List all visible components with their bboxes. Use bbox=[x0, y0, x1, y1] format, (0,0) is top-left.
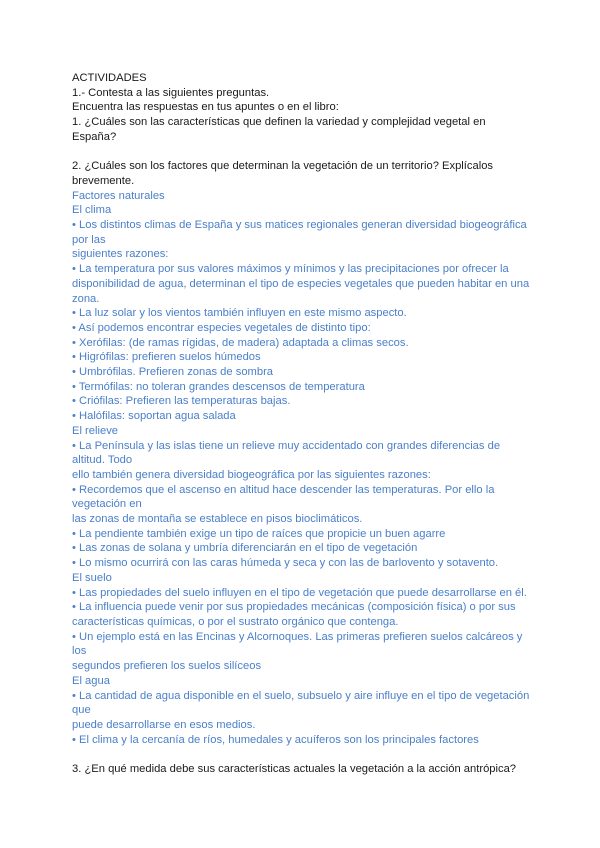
answer-line: El agua bbox=[72, 674, 110, 687]
question-2: 2. ¿Cuáles son los factores que determinan la vegetación de un territorio? Explícalos bbox=[72, 160, 494, 173]
heading: ACTIVIDADES bbox=[72, 72, 147, 84]
spacer bbox=[72, 145, 532, 160]
answer-line: • La luz solar y los vientos también influyen en este mismo aspecto. bbox=[72, 307, 407, 320]
answer-line: • Un ejemplo está en las Encinas y Alcornoques. Las primeras prefieren suelos calcáreos y bbox=[72, 630, 523, 643]
answer-line: • La temperatura por sus valores máximos y mínimos y las precipitaciones por ofrecer la bbox=[72, 263, 509, 276]
answer-line: • Termófilas: no toleran grandes descensos de temperatura bbox=[72, 380, 365, 393]
answer-line: El suelo bbox=[72, 571, 112, 584]
intro-line: Encuentra las respuestas en tus apuntes o en el libro: bbox=[72, 101, 339, 114]
answer-line: El relieve bbox=[72, 424, 119, 437]
answer-line: las zonas de montaña se establece en pisos bioclimáticos. bbox=[72, 513, 363, 526]
answer-line: • Halófilas: soportan agua salada bbox=[72, 410, 236, 423]
answer-line: El clima bbox=[72, 204, 112, 217]
answer-line: los bbox=[72, 645, 87, 658]
answer-line: • La cantidad de agua disponible en el suelo, subsuelo y aire influye en el tipo de vegetación bbox=[72, 689, 530, 702]
answer-line: por las bbox=[72, 233, 106, 246]
answer-line: zona. bbox=[72, 292, 100, 305]
answer-line: • Así podemos encontrar especies vegetales de distinto tipo: bbox=[72, 321, 371, 334]
spacer bbox=[72, 747, 532, 762]
intro-line: 1.- Contesta a las siguientes preguntas. bbox=[72, 86, 270, 99]
answer-line: puede desarrollarse en esos medios. bbox=[72, 718, 256, 731]
question-3: 3. ¿En qué medida debe sus características actuales la vegetación a la acción antrópica? bbox=[72, 763, 517, 776]
answer-line: • Recordemos que el ascenso en altitud hace descender las temperaturas. Por ello la bbox=[72, 483, 495, 496]
document-page bbox=[72, 71, 532, 777]
answer-block bbox=[72, 189, 532, 748]
answer-line: • Los distintos climas de España y sus matices regionales generan diversidad biogeográfica bbox=[72, 219, 527, 232]
answer-line: altitud. Todo bbox=[72, 454, 133, 467]
answer-line: ello también genera diversidad biogeográfica por las siguientes razones: bbox=[72, 468, 431, 481]
answer-line: • La Península y las islas tiene un relieve muy accidentado con grandes diferencias de bbox=[72, 439, 501, 452]
answer-line: • La pendiente también exige un tipo de raíces que propicie un buen agarre bbox=[72, 527, 446, 540]
answer-line: • Higrófilas: prefieren suelos húmedos bbox=[72, 351, 261, 364]
answer-line: siguientes razones: bbox=[72, 248, 169, 261]
answer-line: • El clima y la cercanía de ríos, humedales y acuíferos son los principales factores bbox=[72, 733, 479, 746]
question-1: 1. ¿Cuáles son las características que definen la variedad y complejidad vegetal en bbox=[72, 116, 486, 129]
answer-line: segundos prefieren los suelos silíceos bbox=[72, 660, 262, 673]
answer-line: • Las propiedades del suelo influyen en el tipo de vegetación que puede desarrollarse en él. bbox=[72, 586, 527, 599]
answer-line: • La influencia puede venir por sus propiedades mecánicas (composición física) o por sus bbox=[72, 601, 516, 614]
answer-line: • Criófilas: Prefieren las temperaturas bajas. bbox=[72, 395, 291, 408]
answer-line: disponibilidad de agua, determinan el tipo de especies vegetales que pueden habitar en una bbox=[72, 277, 530, 290]
answer-line: • Las zonas de solana y umbría diferenciarán en el tipo de vegetación bbox=[72, 542, 418, 555]
answer-line: • Lo mismo ocurrirá con las caras húmeda y seca y con las de barlovento y sotavento. bbox=[72, 557, 499, 570]
question-1: España? bbox=[72, 130, 117, 143]
answer-line: características químicas, o por el sustrato orgánico que contenga. bbox=[72, 616, 399, 628]
answer-line: vegetación en bbox=[72, 498, 142, 511]
question-2: brevemente. bbox=[72, 174, 135, 187]
answer-line: • Xerófilas: (de ramas rígidas, de madera) adaptada a climas secos. bbox=[72, 336, 409, 349]
answer-line: • Umbrófilas. Prefieren zonas de sombra bbox=[72, 366, 274, 379]
answer-line: Factores naturales bbox=[72, 189, 165, 202]
answer-line: que bbox=[72, 704, 91, 717]
